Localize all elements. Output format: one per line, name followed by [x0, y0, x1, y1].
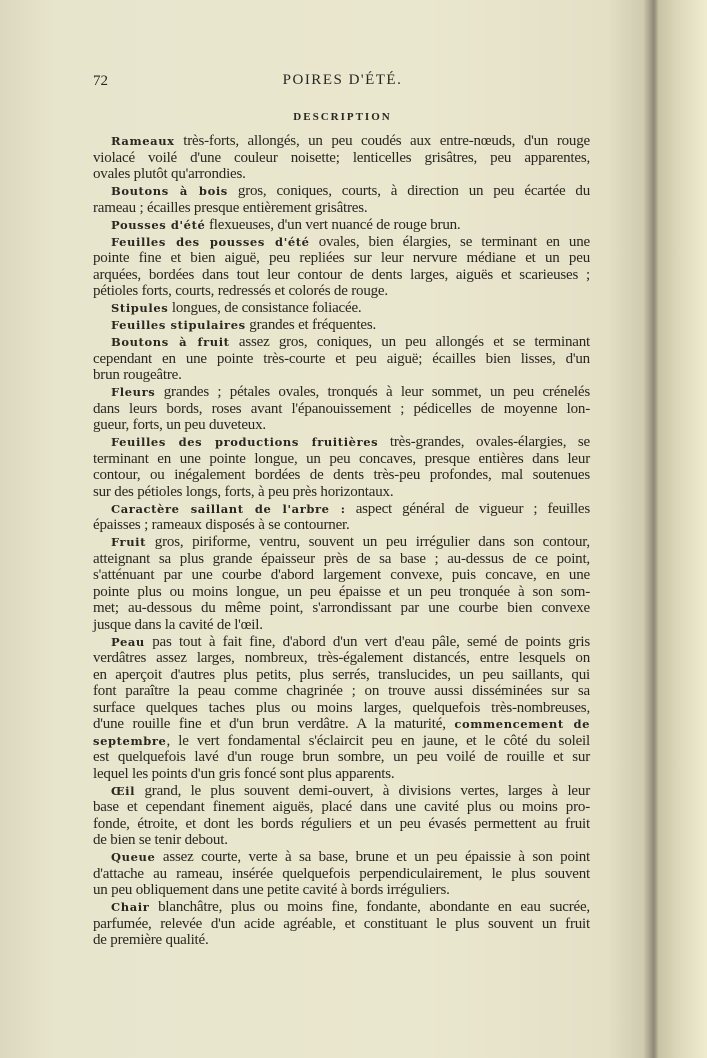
text-line	[93, 932, 590, 949]
text-run: longues, de consistance foliacée.	[168, 300, 362, 316]
text-run: , le vert fondamental s'éclaircit peu en jaune, et le côté du soleil	[166, 732, 590, 749]
text-line	[93, 749, 590, 766]
text-line	[93, 766, 590, 783]
text-run: sur des pétioles longs, forts, à peu près horizontaux.	[93, 483, 394, 500]
text-line	[93, 434, 590, 451]
text-line	[93, 501, 590, 518]
bold-term: Fruit	[111, 535, 147, 549]
text-line	[93, 534, 590, 551]
text-line	[93, 916, 590, 933]
text-line	[93, 150, 590, 167]
text-run: atteignant sa plus grande épaisseur près de sa base ; au-dessus de ce point,	[93, 550, 590, 567]
bold-term: Caractère saillant de l'arbre :	[111, 501, 346, 516]
bold-term: Fleurs	[111, 385, 156, 399]
text-run: grandes ; pétales ovales, tronqués à leur sommet, un peu crénelés	[155, 384, 590, 400]
bold-term: Boutons à bois	[111, 184, 228, 198]
text-run: blanchâtre, plus ou moins fine, fondante, abondante en eau sucrée,	[149, 899, 590, 915]
text-line	[93, 567, 590, 584]
text-line	[93, 200, 590, 217]
text-run: de bien se tenir debout.	[93, 832, 228, 848]
text-line	[93, 866, 590, 883]
text-line	[93, 451, 590, 468]
bold-term: Stipules	[111, 301, 169, 315]
bold-term: Rameaux	[111, 134, 175, 148]
bold-term: septembre	[93, 733, 167, 748]
bold-term: Queue	[111, 850, 156, 864]
text-run: en aperçoit d'autres plus petits, plus serrés, translucides, un peu saillants, qui	[93, 666, 590, 683]
text-line	[93, 832, 590, 849]
text-line	[93, 234, 590, 251]
text-line	[93, 367, 590, 384]
text-run: gros, coniques, courts, à direction un peu écartée du	[227, 183, 591, 199]
text-line	[93, 283, 590, 300]
bold-term: Peau	[111, 634, 145, 649]
text-line	[93, 166, 590, 183]
text-run: font paraître la peau comme chagrinée ; on trouve aussi disséminées sur sa	[93, 683, 590, 699]
paragraph	[93, 234, 590, 300]
paragraph	[93, 534, 590, 633]
text-line	[93, 417, 590, 434]
paragraph	[93, 133, 590, 183]
text-line	[93, 716, 590, 733]
text-run: de première qualité.	[93, 932, 209, 948]
bold-term: Feuilles des pousses d'été	[111, 234, 310, 249]
text-run: surface quelques taches plus ou moins larges, quelquefois très-nombreuses,	[93, 699, 590, 716]
text-line	[93, 334, 590, 351]
text-line	[93, 317, 590, 334]
text-run: cependant en une pointe très-courte et peu aiguë; écailles bien lisses, d'un	[93, 350, 590, 367]
text-line	[93, 634, 590, 651]
text-run: fonde, étroite, et dont les bords réguliers et un peu évasés permettent au fruit	[93, 815, 590, 832]
text-line	[93, 849, 590, 866]
text-run: dans leurs bords, roses avant l'épanouissement ; pédicelles de moyenne lon-	[93, 400, 590, 417]
text-run: épaisses ; rameaux disposés à se contourner.	[93, 517, 350, 533]
bold-term: Feuilles des productions fruitières	[111, 435, 379, 449]
text-run: pétioles forts, courts, redressés et colorés de rouge.	[93, 283, 388, 299]
text-run: pas tout à fait fine, d'abord d'un vert d'eau pâle, semé de points gris	[144, 633, 590, 650]
text-line	[93, 217, 590, 234]
text-line	[93, 133, 590, 150]
text-line	[93, 467, 590, 484]
text-run: d'attache au rameau, insérée quelquefois perpendiculairement, le plus souvent	[93, 865, 590, 882]
text-line	[93, 667, 590, 684]
text-run: pointe fine et bien aiguë, peu repliées sur leur nervure médiane et un peu	[93, 250, 590, 266]
bold-term: commencement de	[454, 717, 590, 731]
text-run: violacé voilé d'une couleur noisette; lenticelles grisâtres, peu apparentes,	[93, 149, 590, 166]
paragraph	[93, 434, 590, 500]
body-text	[93, 133, 590, 949]
text-run: un peu obliquement dans une petite cavité à bords irréguliers.	[93, 882, 450, 898]
text-run: pointe plus ou moins longue, un peu épaisse et un peu tronquée à son som-	[93, 583, 590, 600]
text-line	[93, 183, 590, 200]
text-run: base et cependant finement aiguës, placé dans une cavité plus ou moins pro-	[93, 799, 590, 815]
text-run: brun rougeâtre.	[93, 367, 182, 383]
paragraph	[93, 300, 590, 317]
paragraph	[93, 849, 590, 899]
text-run: lequel les points d'un gris foncé sont plus apparents.	[93, 765, 395, 782]
paragraph	[93, 217, 590, 234]
text-line	[93, 683, 590, 700]
text-line	[93, 267, 590, 284]
text-run: contour, ou inégalement bordées de dents très-peu profondes, mal soutenues	[93, 467, 590, 483]
text-run: très-grandes, ovales-élargies, se	[378, 434, 590, 450]
text-run: parfumée, relevée d'un acide agréable, et constituant le plus souvent un fruit	[93, 915, 590, 932]
text-line	[93, 899, 590, 916]
page-number: 72	[93, 73, 108, 89]
text-run: jusque dans la cavité de l'œil.	[93, 616, 263, 633]
paragraph	[93, 334, 590, 384]
text-run: assez gros, coniques, un peu allongés et se terminant	[229, 334, 590, 350]
text-run: ovales, bien élargies, se terminant en une	[309, 233, 590, 250]
text-line	[93, 617, 590, 634]
text-run: aspect général de vigueur ; feuilles	[345, 500, 591, 517]
text-line	[93, 517, 590, 534]
section-heading: DESCRIPTION	[293, 111, 392, 123]
text-run: grandes et fréquentes.	[245, 317, 377, 333]
text-run: rameau ; écailles presque entièrement grisâtres.	[93, 199, 368, 216]
text-run: flexueuses, d'un vert nuancé de rouge brun.	[205, 216, 461, 233]
text-run: met; au-dessous du même point, s'arrondissant par une courbe bien convexe	[93, 600, 590, 616]
paragraph	[93, 783, 590, 849]
paragraph	[93, 384, 590, 434]
text-line	[93, 551, 590, 568]
text-line	[93, 384, 590, 401]
paragraph	[93, 317, 590, 334]
text-run: d'une rouille fine et d'un brun verdâtre. A la maturité,	[93, 716, 455, 732]
text-run: arquées, bordées dans tout leur contour de dents larges, aiguës et scarieuses ;	[93, 266, 590, 283]
bold-term: Œil	[111, 783, 136, 798]
text-run: assez courte, verte à sa base, brune et un peu épaissie à son point	[155, 849, 590, 865]
text-line	[93, 484, 590, 501]
text-line	[93, 650, 590, 667]
text-line	[93, 783, 590, 800]
bold-term: Pousses d'été	[111, 217, 206, 232]
text-run: gros, piriforme, ventru, souvent un peu irrégulier dans son contour,	[146, 534, 590, 550]
bold-term: Boutons à fruit	[111, 335, 230, 349]
text-line	[93, 700, 590, 717]
text-line	[93, 351, 590, 368]
text-line	[93, 250, 590, 267]
text-line	[93, 600, 590, 617]
text-run: verdâtres assez larges, nombreux, très-également distancés, entre lesquels on	[93, 650, 590, 666]
running-title: POIRES D'ÉTÉ.	[282, 72, 403, 88]
bold-term: Chair	[111, 900, 150, 914]
text-run: grand, le plus souvent demi-ouvert, à divisions vertes, larges à leur	[135, 782, 590, 799]
text-line	[93, 733, 590, 750]
text-run: ovales plutôt qu'arrondies.	[93, 166, 246, 182]
paragraph	[93, 899, 590, 949]
paragraph	[93, 183, 590, 216]
text-line	[93, 584, 590, 601]
text-run: est quelquefois lavé d'un rouge brun sombre, un peu voilé de rouille et sur	[93, 749, 590, 765]
text-run: gueur, forts, un peu duveteux.	[93, 417, 266, 433]
paragraph	[93, 634, 590, 783]
text-line	[93, 401, 590, 418]
text-line	[93, 300, 590, 317]
text-run: très-forts, allongés, un peu coudés aux entre-nœuds, d'un rouge	[174, 133, 590, 149]
text-run: terminant en une pointe longue, un peu concaves, presque entières dans leur	[93, 450, 590, 467]
text-line	[93, 882, 590, 899]
text-line	[93, 816, 590, 833]
text-run: s'atténuant par une courbe d'abord largement convexe, puis concave, en une	[93, 567, 590, 583]
text-line	[93, 799, 590, 816]
bold-term: Feuilles stipulaires	[111, 318, 246, 332]
paragraph	[93, 501, 590, 534]
